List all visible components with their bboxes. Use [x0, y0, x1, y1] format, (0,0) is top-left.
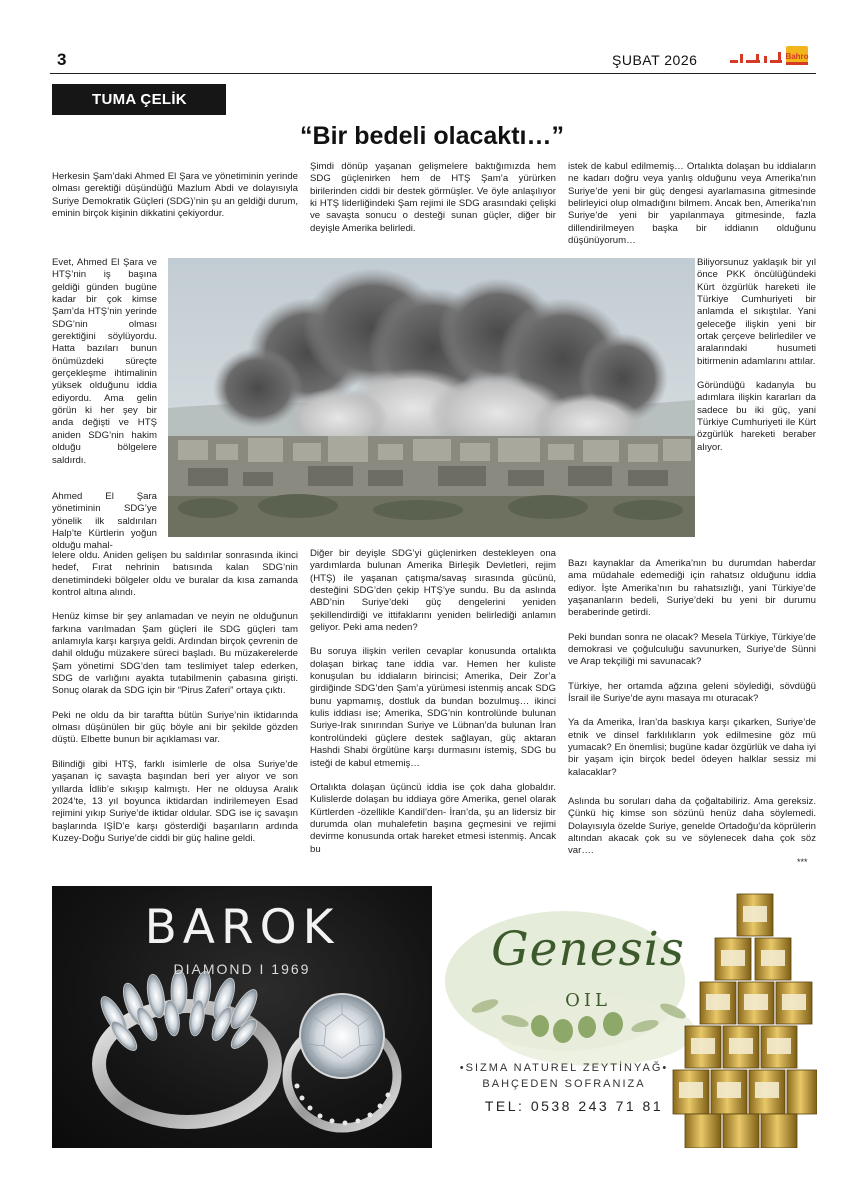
- article-column-3-top: [568, 161, 816, 247]
- article-paragraph: Biliyorsunuz yaklaşık bir yıl önce PKK öncülüğündeki Kürt özgürlük hareketi ile Türkiye Cumhuriyeti bir anlamda el sıkıştılar. Yani geleceğe ilişkin yeni bir ortak çerçeve belirlediler ve aralarındaki husumeti bitirmenin adamlarını attılar.: [697, 257, 816, 367]
- article-paragraph: Bu soruya ilişkin verilen cevaplar konusunda ortalıkta dolaşan birkaç tane iddia var. Hemen her kuliste konuşulan bu iddiaların birincisi; Amerika, Deir Zor’a girdiğinde SDG’den Şam’a yürümesi istenmiş ancak SDG bunu yapmamış, dostluk da bundan bozulmuş… ikinci kulis iddiası ise; Amerika, SDG’nin kontrolünde bulunan Suriye-Irak sınırından Suriye ve Lübnan’da bulunan İran kontrolündeki güçlere destek sağlayan, güç aktaran Hashdi Shabi örgütüne karşı durmasını istemiş, SDG bu isteği de kabul etmemiş…: [310, 646, 556, 769]
- article-column-2-bottom: [310, 548, 556, 856]
- article-photo: [168, 258, 695, 537]
- genesis-tagline-2: BAHÇEDEN SOFRANIZA: [482, 1078, 646, 1090]
- article-paragraph: Diğer bir deyişle SDG’yi güçlenirken destekleyen ona yardımlarda bulunan Amerika Birleşik Devletleri, rejim (HTŞ) ile yaşanan çatışma/savaş sırasında gücünü, desteğini SDG’den çekip HTŞ’ye sundu. Bu da aslında ABD’nin Suriye’deki güç dengelerini yeniden şekillendirdiği ve ittifaklarını yeniden belirlediği anlamın geliyor. Peki ama neden?: [310, 548, 556, 634]
- article-paragraph: istek de kabul edilmemiş… Ortalıkta dolaşan bu iddiaların ne kadarı doğru veya yanlış olduğunu veya Amerika’nın Suriye’de yeni bir güç dengesi ayarlamasına gitmesinde belirleyici olup olmadığını bilmem. Ancak ben, Amerika’nın Suriye’de yeni bir yapılanmaya gitmesinde, fazla dillendirilmeyen başka bir iddianın olduğunu düşünüyorum…: [568, 161, 816, 247]
- article-column-3-narrow: [697, 257, 816, 454]
- article-paragraph: Şimdi dönüp yaşanan gelişmelere baktığımızda hem SDG güçlenirken hem de HTŞ Şam’a yürürken birilerinden ciddi bir destek görmüşler. Ve öyle anlaşılıyor ki HTŞ liderliğindeki Şam rejimi ile SDG arasındaki çelişki ve savaşta sonucu o desteği sunan güçler, diğer bir deyişle Amerika belirledi.: [310, 161, 556, 234]
- article-paragraph: Henüz kimse bir şey anlamadan ve neyin ne olduğunun farkına varılmadan Şam güçleri ile SDG güçleri tam anlamıyla karşı karşıya geldi. Ardından birçok çevrenin de dahil olduğu müzakere süreci başladı. Bu müzakerelerde Şam yönetimi SDG’den tam teslimiyet talep ederken, SDG de varlığını ayakta tutabilmenin çabasına girişti. Sonuç olarak da SDG için bir “Pirus Zaferi” ortaya çıktı.: [52, 611, 298, 697]
- barok-subtitle: DIAMOND I 1969: [173, 961, 311, 977]
- genesis-product: OIL: [565, 990, 611, 1011]
- article-paragraph: Ortalıkta dolaşan üçüncü iddia ise çok daha globaldır. Kulislerde dolaşan bu iddiaya göre Amerika, genel olarak Kürtlerden -özellikle Kandil’den- İran’da, şu an lidersiz bir durumda olan muhalefetin başına geçmesini ve rejimi devirme konusunda ortak hareket etmesi istenmiş. Ancak bu: [310, 781, 556, 855]
- smoke-over-city-image: [168, 258, 695, 537]
- article-paragraph: Göründüğü kadanyla bu adımlara ilişkin kararları da sadece bu iki güç, yani Türkiye Cumhuriyeti ile Kürt özgürlük hareketi beraber alıyor.: [697, 380, 816, 453]
- header-rule: [50, 73, 816, 74]
- masthead-logo: [726, 42, 818, 72]
- article-paragraph: Ahmed El Şara yönetiminin SDG’ye yönelik ilk saldırıları Halp’te Kürtlerin yoğun olduğu mahal-: [52, 491, 157, 552]
- article-column-3-bottom: [568, 796, 816, 858]
- ad-genesis-oil: [445, 886, 817, 1148]
- article-paragraph: Peki ne oldu da bir taraftta bütün Suriye’nin iktidarında olması düşünülen bir güç böyle ani bir şekilde gözden düştü. Elbette bunun bir açıklaması var.: [52, 709, 298, 746]
- article-title: “Bir bedeli olacaktı…”: [300, 122, 564, 150]
- article-paragraph: Türkiye, her ortamda ağzına geleni söylediği, sövdüğü İsrail ile Suriye’de aynı masaya mı oturacak?: [568, 680, 816, 705]
- article-paragraph: Herkesin Şam’daki Ahmed El Şara ve yönetiminin yerinde olması gerektiği düşündüğü Mazlum Abdi ve dolayısıyla Suriye Demokratik Güçleri (SDG)’nin şu an geldiği durum, eminin birçok kişinin dikkatini çekiyordur.: [52, 171, 298, 220]
- author-byline: TUMA ÇELİK: [52, 84, 226, 115]
- article-paragraph: Aslında bu soruları daha da çoğaltabiliriz. Ama gereksiz. Çünkü hiç kimse son sözünü henüz daha söylemedi. Dolayısıyla özelde Suriye, genelde Ortadoğu’da köprülerin altından akacak çok su ve söylenecek daha çok söz var….: [568, 796, 816, 857]
- article-paragraph: Bazı kaynaklar da Amerika’nın bu durumdan haberdar ama müdahale edemediği için rahatsız olduğunu iddia ediyor. İşte Amerika’nın bu rahatsızlığı, yani Türkiye’de yaşananların bedeli, Suriye’deki bu yeni bir durumu beraberinde getirdi.: [568, 558, 816, 619]
- article-end-mark: ***: [797, 857, 808, 867]
- article-column-1-bottom: [52, 550, 298, 845]
- article-column-1-narrow: [52, 257, 157, 467]
- article-column-1-narrow-2: [52, 491, 157, 553]
- page-number: 3: [57, 50, 67, 69]
- genesis-brand-name: Genesis: [491, 922, 685, 977]
- article-paragraph: Peki bundan sonra ne olacak? Mesela Türkiye, Türkiye’de demokrasi ve çoğulculuğu savunurken, Suriye’de Sünni ve Arap tekçiliği mi savunacak?: [568, 631, 816, 668]
- ad-barok-diamond: [52, 886, 432, 1148]
- article-column-1-top: [52, 171, 298, 220]
- article-paragraph: Ya da Amerika, İran’da baskıya karşı çıkarken, Suriye’de etnik ve dinsel farklılıkların yok edilmesine göz mü yumacak? En önemlisi; bugüne kadar özgürlük ve daha iyi bir yaşam için birçok bedel ödeyen halklar sessiz mi kalacaklar?: [568, 717, 816, 778]
- masthead-logo-text: Bahro: [785, 52, 809, 61]
- article-paragraph: lelere oldu. Aniden gelişen bu saldırılar sonrasında ikinci hedef, Fırat nehrinin batısında kalan SDG’nin denetimindeki bölgeler oldu ve buralar da kısa zamanda kontrol altına alındı.: [52, 550, 298, 599]
- genesis-tagline: •SIZMA NATUREL ZEYTİNYAĞ•: [459, 1062, 669, 1074]
- article-column-3-middle: [568, 558, 816, 779]
- article-paragraph: Evet, Ahmed El Şara ve HTŞ’nin iş başına geldiği günden bugüne kadar bir çok kimse Şam’da HTŞ’nin yerinde SDG’nin olması gerektiğini söylüyordu. Hatta bazıları bunun önümüzdeki süreçte gerçekleşme ihtimalinin yüksek olduğunu iddia ediyordu. Ama gelin görün ki her şey bir anda değişti ve HTŞ aniden SDG’nin hakim olduğu bölgelere saldırdı.: [52, 257, 157, 466]
- issue-date: ŞUBAT 2026: [612, 52, 698, 68]
- article-paragraph: Bilindiği gibi HTŞ, farklı isimlerle de olsa Suriye’de yaşanan iç savaşta başından beri yer alıyor ve son yıllarda İdlib’e sıkışıp kalmıştı. Her ne olduysa Aralık 2024’te, 13 yıl boyunca iktidardan indirilemeyen Esad rejimini yıkıp Suriye’de iktidar oldular. SDG ise iç savaşın başlarında IŞİD’e karşı gösterdiği başarıların ardında Kuzey-Doğu Suriye’de ciddi bir güç haline geldi.: [52, 758, 298, 844]
- genesis-phone: TEL: 0538 243 71 81: [484, 1098, 664, 1114]
- article-column-2-top: [310, 161, 556, 235]
- barok-brand-name: BAROK: [144, 900, 340, 955]
